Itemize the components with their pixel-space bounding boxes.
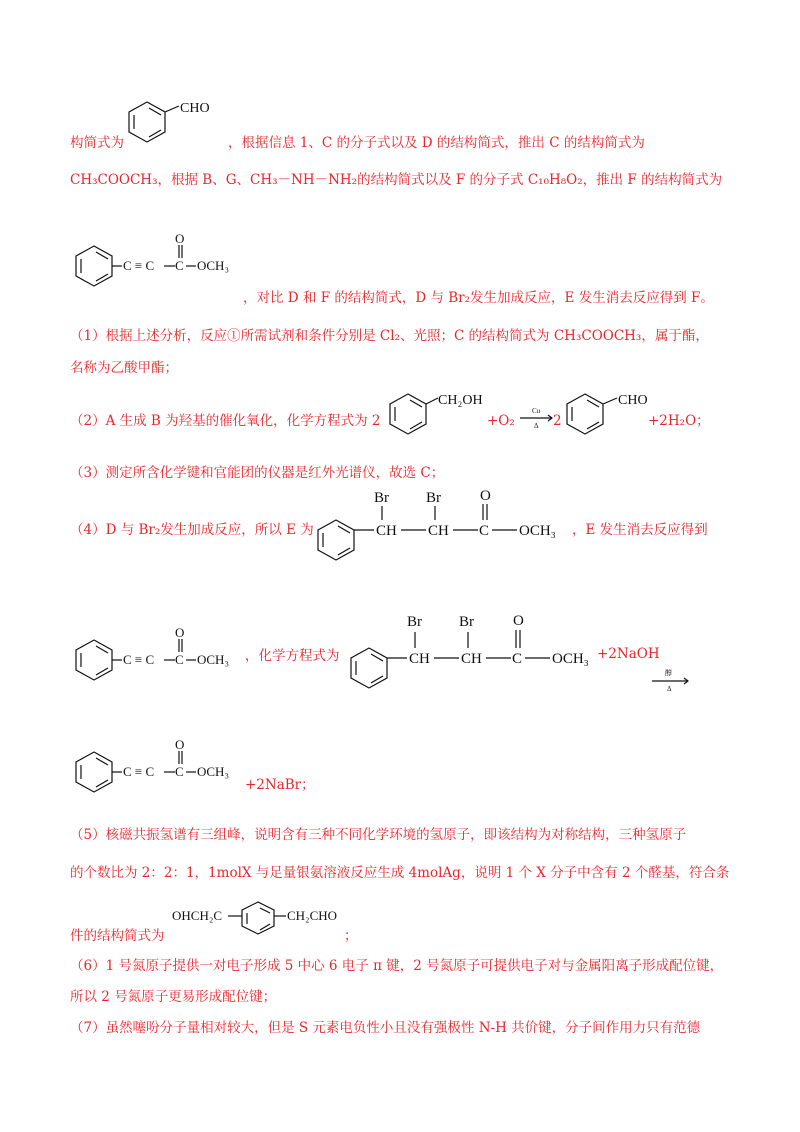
f-structure-2 <box>72 626 252 688</box>
ch-label-1: CH <box>376 523 397 539</box>
carbonyl-o-label-2: O <box>175 626 185 640</box>
och3-label-e1: OCH₃ <box>519 523 556 539</box>
q5-line-2: 的个数比为 2：2：1，1molX 与足量银氨溶液反应生成 4molAg，说明 1 个 X 分子中含有 2 个醛基，符合条 <box>70 865 730 881</box>
cho-label-2: CHO <box>618 393 648 408</box>
x-structure <box>172 896 352 942</box>
benzyl-alcohol-structure <box>386 384 496 444</box>
e-structure-2 <box>345 608 625 690</box>
q2-tail: +2H₂O； <box>648 413 710 429</box>
ch-label-3: CH <box>409 651 430 667</box>
ch2cho-label: CH₂CHO <box>287 908 338 923</box>
benzaldehyde-structure <box>125 92 225 152</box>
carbonyl-c-label-e1: C <box>479 523 490 539</box>
q1-line-2: 名称为乙酸甲酯； <box>70 360 178 376</box>
intro-line-3: ，对比 D 和 F 的结构简式，D 与 Br₂发生加成反应，E 发生消去反应得到 F。 <box>243 290 714 306</box>
carbonyl-c-label: C <box>175 258 184 273</box>
carbonyl-o-label-3: O <box>175 738 185 752</box>
br-label-1: Br <box>374 490 389 506</box>
q2-plus-o2: +O₂ <box>487 413 515 429</box>
ch-label-4: CH <box>461 651 482 667</box>
carbonyl-o-label-e2: O <box>513 613 524 629</box>
e-structure-1 <box>312 482 592 562</box>
q5-line-3a: 件的结构简式为 <box>70 928 165 944</box>
q7-line-1: （7）虽然噻吩分子量相对较大，但是 S 元素电负性小且没有强极性 N-H 共价键，分子间作用力只有范德 <box>70 1020 701 1036</box>
och3-label: OCH₃ <box>197 258 229 273</box>
carbonyl-o-label-e1: O <box>480 488 491 504</box>
ohcch2c-label: OHCH₂C <box>172 908 223 923</box>
q6-line-1: （6）1 号氮原子提供一对电子形成 5 中心 6 电子 π 键，2 号氮原子可提供电子对与金属阳离子形成配位键， <box>70 958 724 974</box>
benzaldehyde-product <box>563 384 653 444</box>
br-label-3: Br <box>407 614 422 630</box>
alkyne-label-2: C ≡ C <box>123 652 155 667</box>
carbonyl-c-label-2: C <box>175 652 184 667</box>
br-label-4: Br <box>459 614 474 630</box>
carbonyl-o-label: O <box>175 232 185 246</box>
q2-prefix: （2）A 生成 B 为羟基的催化氧化，化学方程式为 2 <box>70 413 381 429</box>
q2-cond-top: Cu <box>532 407 541 415</box>
ch2oh-label: CH₂OH <box>438 393 483 408</box>
q4-reaction-arrow <box>650 667 694 697</box>
q4-prefix: （4）D 与 Br₂发生加成反应，所以 E 为 <box>70 522 314 538</box>
alkyne-label-3: C ≡ C <box>123 764 155 779</box>
ch-label-2: CH <box>428 523 449 539</box>
q3-line-1: （3）测定所含化学键和官能团的仪器是红外光谱仪，故选 C； <box>70 465 445 481</box>
intro-line-2: CH₃COOCH₃，根据 B、G、CH₃－NH－NH₂的结构简式以及 F 的分子式 C₁₀H₈O₂，推出 F 的结构简式为 <box>70 172 723 188</box>
q2-cond-bottom: Δ <box>534 422 539 430</box>
och3-label-3: OCH₃ <box>197 764 229 779</box>
q5-line-1: （5）核磁共振氢谱有三组峰，说明含有三种不同化学环境的氢原子，即该结构为对称结构，三种氢原子 <box>70 827 687 843</box>
q4-suffix: ，E 发生消去反应得到 <box>572 522 708 538</box>
q4-cond-bottom: Δ <box>667 685 672 693</box>
q4-cond-top: 醇 <box>665 669 672 677</box>
och3-label-2: OCH₃ <box>197 652 229 667</box>
carbonyl-c-label-e2: C <box>512 651 523 667</box>
q2-reaction-arrow <box>518 404 558 434</box>
q6-line-2: 所以 2 号氮原子更易形成配位键； <box>70 989 277 1005</box>
q4-naoh: +2NaOH <box>597 646 660 662</box>
intro-line-1a: 构简式为 <box>70 135 124 151</box>
q4-mid: ，化学方程式为 <box>245 648 340 664</box>
intro-line-1b: ，根据信息 1、C 的分子式以及 D 的结构简式，推出 C 的结构简式为 <box>228 135 645 151</box>
f-structure-3 <box>72 738 252 800</box>
br-label-2: Br <box>426 490 441 506</box>
cho-label: CHO <box>180 101 210 116</box>
carbonyl-c-label-3: C <box>175 764 184 779</box>
och3-label-e2: OCH₃ <box>552 651 589 667</box>
f-structure-1 <box>72 232 252 294</box>
q2-coefficient: 2 <box>553 413 562 429</box>
q5-line-3b: ； <box>344 928 358 944</box>
q4-tail: +2NaBr； <box>245 777 315 793</box>
q1-line-1: （1）根据上述分析，反应①所需试剂和条件分别是 Cl₂、光照；C 的结构简式为 CH₃COOCH₃，属于酯， <box>70 328 709 344</box>
alkyne-label: C ≡ C <box>123 258 155 273</box>
